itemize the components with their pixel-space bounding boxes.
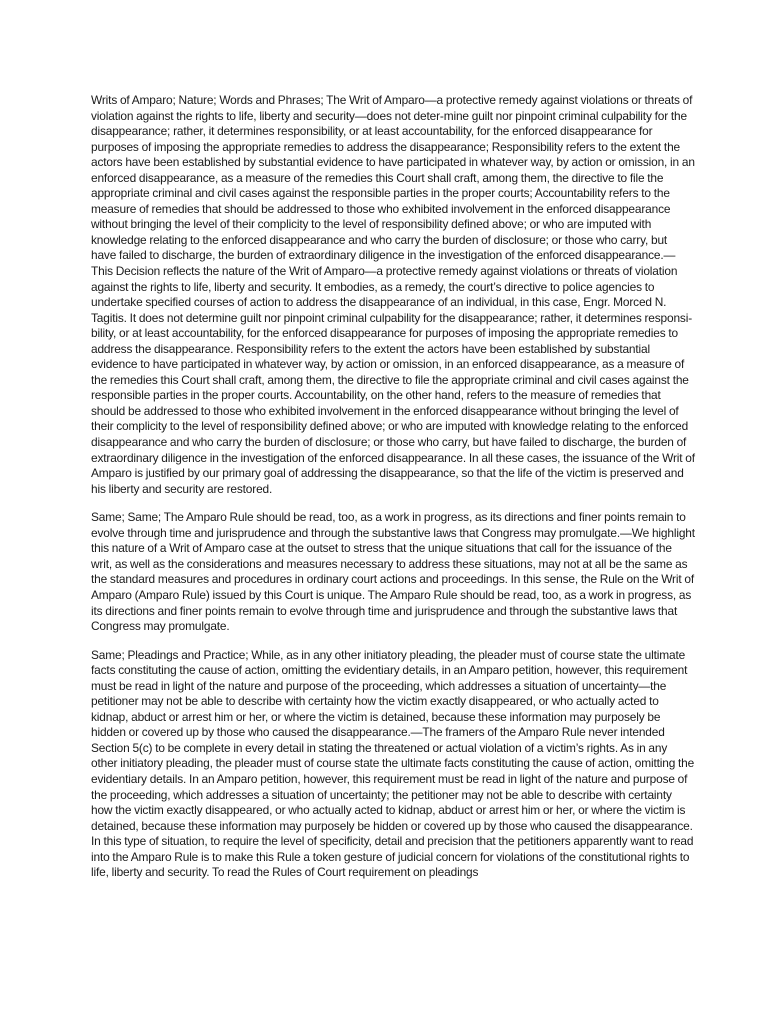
document-body [91,93,695,894]
paragraph-amparo-rule-work-in-progress: Same; Same; The Amparo Rule should be read, too, as a work in progress, as its directions and finer points remain to evolve through time and jurisprudence and through the substantive laws that Congress may promulgate.—We highlight this nature of a Writ of Amparo case at the outset to stress that the unique situations that call for the issuance of the writ, as well as the considerations and measures necessary to address these situations, may not at all be the same as the standard measures and procedures in ordinary court actions and proceedings. In this sense, the Rule on the Writ of Amparo (Amparo Rule) issued by this Court is unique. The Amparo Rule should be read, too, as a work in progress, as its directions and finer points remain to evolve through time and jurisprudence and through the substantive laws that Congress may promulgate. [91,510,695,634]
paragraph-writs-of-amparo-nature: Writs of Amparo; Nature; Words and Phrases; The Writ of Amparo—a protective remedy against violations or threats of violation against the rights to life, liberty and security—does not deter-mine guilt nor pinpoint criminal culpability for the disappearance; rather, it determines responsibility, or at least accountability, for the enforced disappearance for purposes of imposing the appropriate remedies to address the disappearance; Responsibility refers to the extent the actors have been established by substantial evidence to have participated in whatever way, by action or omission, in an enforced disappearance, as a measure of the remedies this Court shall craft, among them, the directive to file the appropriate criminal and civil cases against the responsible parties in the proper courts; Accountability refers to the measure of remedies that should be addressed to those who exhibited involvement in the enforced disappearance without bringing the level of their complicity to the level of responsibility defined above; or who are imputed with knowledge relating to the enforced disappearance and who carry the burden of disclosure; or those who carry, but have failed to discharge, the burden of extraordinary diligence in the investigation of the enforced disappearance.—This Decision reflects the nature of the Writ of Amparo—a protective remedy against violations or threats of violation against the rights to life, liberty and security. It embodies, as a remedy, the court’s directive to police agencies to undertake specified courses of action to address the disappearance of an individual, in this case, Engr. Morced N. Tagitis. It does not determine guilt nor pinpoint criminal culpability for the disappearance; rather, it determines responsi-bility, or at least accountability, for the enforced disappearance for purposes of imposing the appropriate remedies to address the disappearance. Responsibility refers to the extent the actors have been established by substantial evidence to have participated in whatever way, by action or omission, in an enforced disappearance, as a measure of the remedies this Court shall craft, among them, the directive to file the appropriate criminal and civil cases against the responsible parties in the proper courts. Accountability, on the other hand, refers to the measure of remedies that should be addressed to those who exhibited involvement in the enforced disappearance without bringing the level of their complicity to the level of responsibility defined above; or who are imputed with knowledge relating to the enforced disappearance and who carry the burden of disclosure; or those who carry, but have failed to discharge, the burden of extraordinary diligence in the investigation of the enforced disappearance. In all these cases, the issuance of the Writ of Amparo is justified by our primary goal of addressing the disappearance, so that the life of the victim is preserved and his liberty and security are restored. [91,93,695,496]
paragraph-pleadings-and-practice: Same; Pleadings and Practice; While, as in any other initiatory pleading, the pleader must of course state the ultimate facts constituting the cause of action, omitting the evidentiary details, in an Amparo petition, however, this requirement must be read in light of the nature and purpose of the proceeding, which addresses a situation of uncertainty—the petitioner may not be able to describe with certainty how the victim exactly disappeared, or who actually acted to kidnap, abduct or arrest him or her, or where the victim is detained, because these information may purposely be hidden or covered up by those who caused the disappearance.—The framers of the Amparo Rule never intended Section 5(c) to be complete in every detail in stating the threatened or actual violation of a victim’s rights. As in any other initiatory pleading, the pleader must of course state the ultimate facts constituting the cause of action, omitting the evidentiary details. In an Amparo petition, however, this requirement must be read in light of the nature and purpose of the proceeding, which addresses a situation of uncertainty; the petitioner may not be able to describe with certainty how the victim exactly disappeared, or who actually acted to kidnap, abduct or arrest him or her, or where the victim is detained, because these information may purposely be hidden or covered up by those who caused the disappearance. In this type of situation, to require the level of specificity, detail and precision that the petitioners apparently want to read into the Amparo Rule is to make this Rule a token gesture of judicial concern for violations of the constitutional rights to life, liberty and security. To read the Rules of Court requirement on pleadings [91,647,695,880]
